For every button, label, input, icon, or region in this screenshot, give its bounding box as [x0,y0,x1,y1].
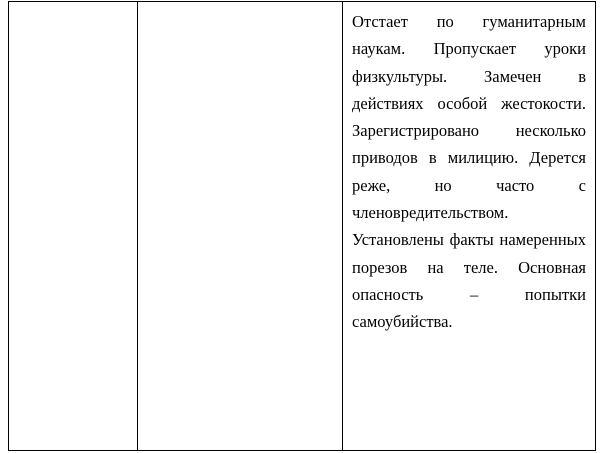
document-table [8,1,596,451]
cell-col2-row1-text [138,2,342,12]
cell-col3-row1 [343,2,596,451]
cell-col1-row1-text [9,2,137,12]
table-row [9,2,596,451]
cell-col3-row1-text: Отстает по гуманитарным наукам. Пропускает уроки физкультуры. Замечен в действиях особой жестокости. Зарегистрировано несколько приводов в милицию. Дерется реже, но часто с членовредительством. Установлены факты намеренных порезов на теле. Основная опасность – попытки самоубийства. [352,12,586,332]
cell-col2-row1 [138,2,343,451]
cell-col1-row1 [9,2,138,451]
